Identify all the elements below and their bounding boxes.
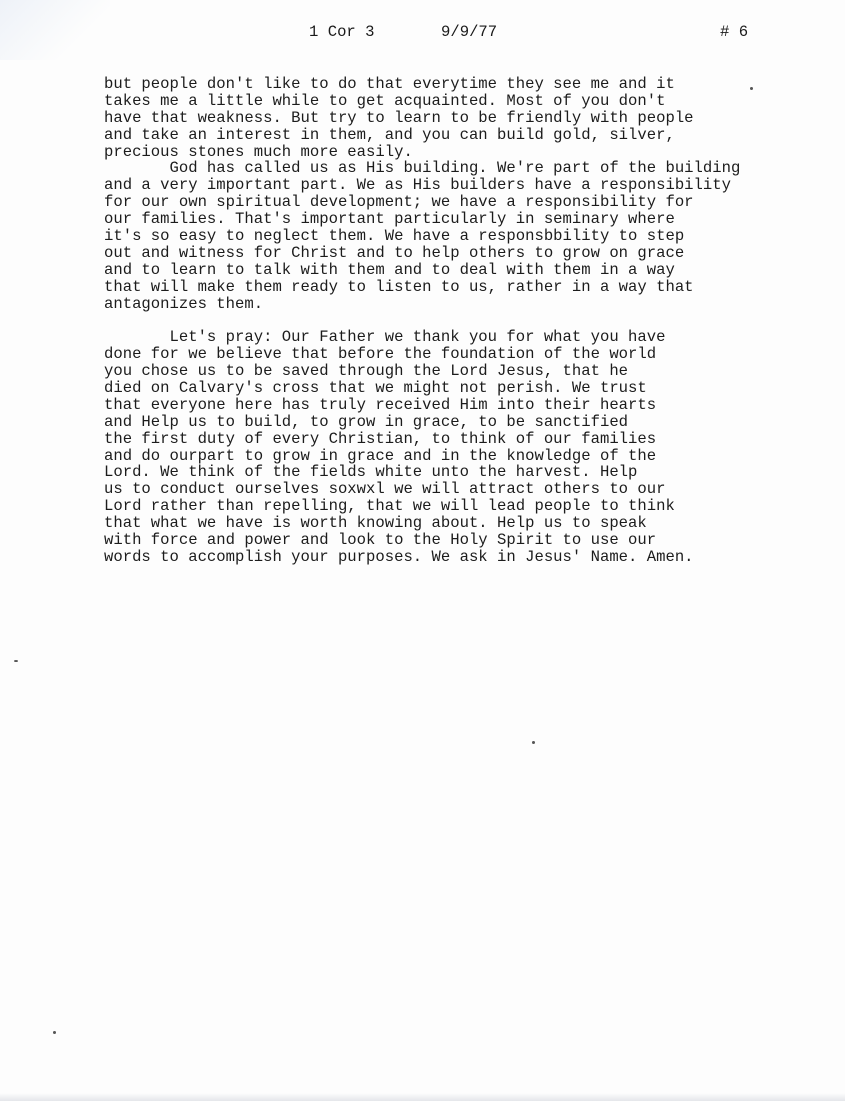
text-line: for our own spiritual development; we have a responsibility for <box>104 193 694 212</box>
sermon-date: 9/9/77 <box>441 23 498 41</box>
scan-speck <box>14 660 18 662</box>
text-line: you chose us to be saved through the Lord Jesus, that he <box>104 362 629 381</box>
text-line: died on Calvary's cross that we might not perish. We trust <box>104 379 647 398</box>
text-line: God has called us as His building. We're part of the building <box>104 159 741 178</box>
text-line: antagonizes them. <box>104 294 264 313</box>
text-line: Let's pray: Our Father we thank you for what you have <box>104 328 666 347</box>
text-line: out and witness for Christ and to help others to grow on grace <box>104 243 685 262</box>
text-line: and a very important part. We as His builders have a responsibility <box>104 176 731 195</box>
scan-speck <box>53 1031 56 1034</box>
text-line: Lord rather than repelling, that we will lead people to think <box>104 497 675 516</box>
scripture-reference: 1 Cor 3 <box>309 23 375 41</box>
page-number: # 6 <box>720 23 749 41</box>
text-line: and to learn to talk with them and to deal with them in a way <box>104 260 675 279</box>
text-line: us to conduct ourselves soxwxl we will attract others to our <box>104 480 666 499</box>
text-line: precious stones much more easily. <box>104 142 413 161</box>
scan-bottom-edge <box>0 1093 845 1101</box>
scan-speck <box>532 741 535 744</box>
text-line: with force and power and look to the Holy Spirit to use our <box>104 531 657 550</box>
text-line: but people don't like to do that everytime they see me and it <box>104 75 675 93</box>
paragraph-gap <box>104 312 740 329</box>
text-line: it's so easy to neglect them. We have a responsbbility to step <box>104 227 685 246</box>
text-line: and do ourpart to grow in grace and in the knowledge of the <box>104 446 657 465</box>
text-line: that what we have is worth knowing about. Help us to speak <box>104 514 647 533</box>
text-line: words to accomplish your purposes. We ask in Jesus' Name. Amen. <box>104 547 694 566</box>
text-line: takes me a little while to get acquainted. Most of you don't <box>104 91 666 110</box>
text-line: and take an interest in them, and you can build gold, silver, <box>104 125 675 144</box>
text-line: Lord. We think of the fields white unto the harvest. Help <box>104 463 638 482</box>
text-line: our families. That's important particularly in seminary where <box>104 210 675 229</box>
text-line: the first duty of every Christian, to think of our families <box>104 429 657 448</box>
text-line: and Help us to build, to grow in grace, to be sanctified <box>104 412 629 431</box>
text-line: that will make them ready to listen to us, rather in a way that <box>104 277 694 296</box>
text-line: that everyone here has truly received Him into their hearts <box>104 395 657 414</box>
scan-corner-shade <box>0 0 110 60</box>
sermon-text <box>104 76 740 566</box>
text-line: done for we believe that before the foundation of the world <box>104 345 657 364</box>
text-line: have that weakness. But try to learn to be friendly with people <box>104 108 694 127</box>
scan-speck <box>750 87 753 90</box>
